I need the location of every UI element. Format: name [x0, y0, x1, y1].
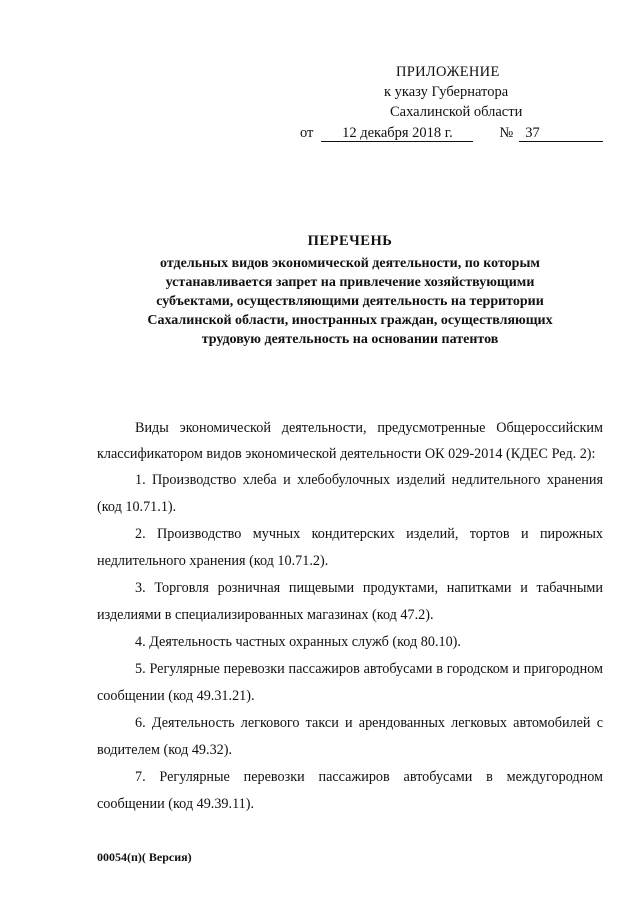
footer-code: 00054(п)( Версия) [97, 850, 192, 864]
date-label: от [300, 125, 314, 141]
heading-line: трудовую деятельность на основании патентов [201, 332, 499, 347]
number-value: 37 [519, 126, 603, 142]
list-item: 7. Регулярные перевозки пассажиров автобусами в междугородном сообщении (код 49.39.11). [97, 769, 603, 812]
appendix-block [300, 62, 620, 143]
appendix-title: ПРИЛОЖЕНИЕ [396, 64, 500, 80]
heading-title: ПЕРЕЧЕНЬ [307, 233, 393, 249]
list-item: 5. Регулярные перевозки пассажиров автобусами в городском и пригородном сообщении (код 49.31.21). [97, 661, 603, 704]
appendix-region-line: Сахалинской области [390, 104, 523, 120]
appendix-decree-line: к указу Губернатора [384, 84, 509, 100]
date-value: 12 декабря 2018 г. [321, 126, 473, 142]
list-item: 6. Деятельность легкового такси и арендованных легковых автомобилей с водителем (код 49.32). [97, 715, 603, 758]
list-item: 1. Производство хлеба и хлебобулочных изделий недлительного хранения (код 10.71.1). [97, 472, 603, 515]
heading-line: субъектами, осуществляющими деятельность на территории [156, 294, 544, 309]
document-body [97, 416, 603, 818]
list-item: 3. Торговля розничная пищевыми продуктами, напитками и табачными изделиями в специализированных магазинах (код 47.2). [97, 580, 603, 623]
document-heading [100, 232, 600, 349]
heading-line: Сахалинской области, иностранных граждан, осуществляющих [147, 313, 553, 328]
appendix-date-row [300, 123, 620, 143]
intro-paragraph: Виды экономической деятельности, предусмотренные Общероссийским классификатором видов экономической деятельности ОК 029-2014 (КДЕС Ред. 2): [97, 420, 603, 462]
number-label: № [499, 125, 514, 141]
heading-line: отдельных видов экономической деятельности, по которым [160, 256, 540, 271]
heading-line: устанавливается запрет на привлечение хозяйствующими [165, 275, 535, 290]
list-item: 4. Деятельность частных охранных служб (код 80.10). [135, 634, 461, 650]
list-item: 2. Производство мучных кондитерских изделий, тортов и пирожных недлительного хранения (код 10.71.2). [97, 526, 603, 569]
